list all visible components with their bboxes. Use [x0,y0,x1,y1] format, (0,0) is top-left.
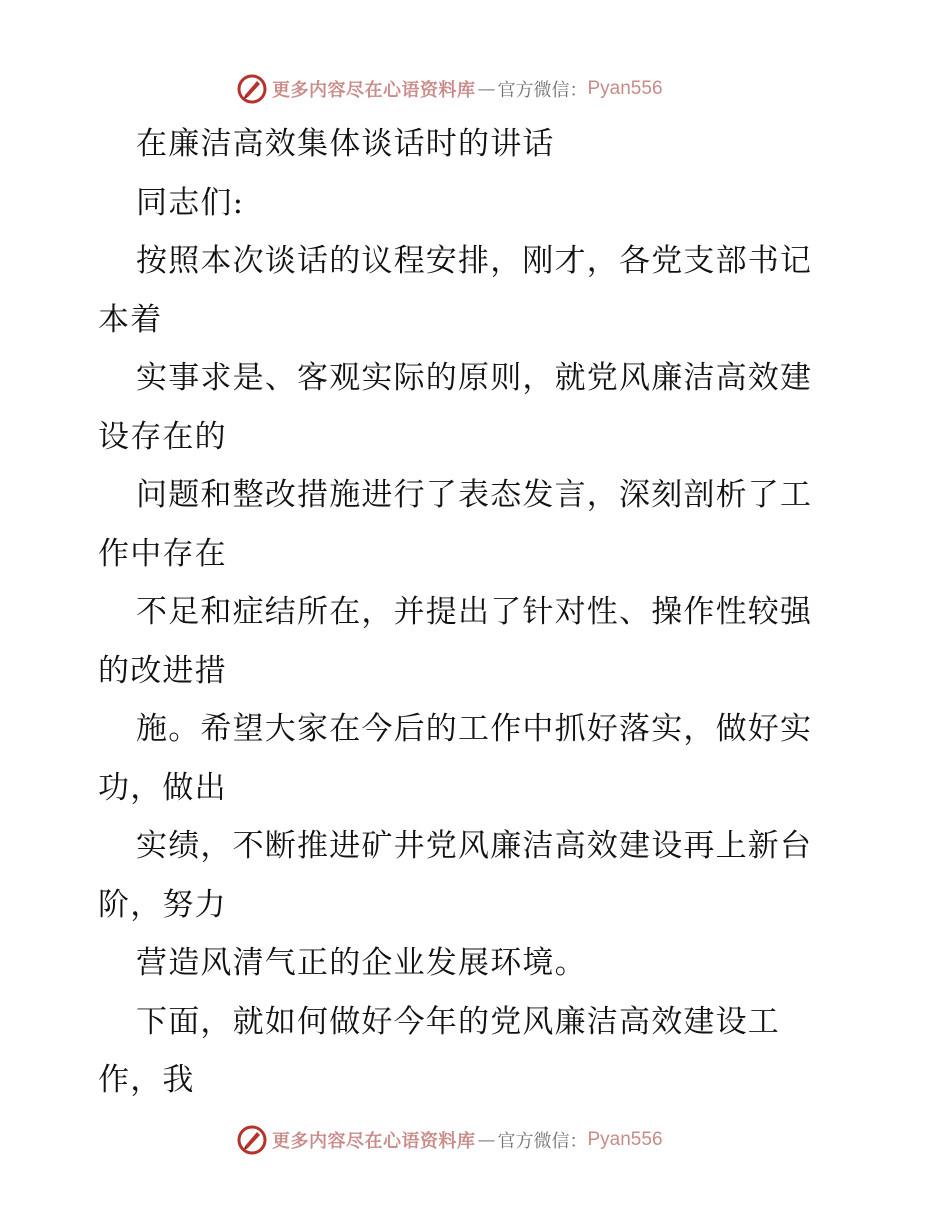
paragraph-line-wrap: 设存在的 [98,418,227,455]
paragraph-line: 实事求是、客观实际的原则，就党风廉洁高效建 [136,360,813,396]
banner-wechat-label: 官方微信： [497,80,588,101]
paragraph-line-wrap: 作，我 [98,1062,195,1098]
logo-icon [236,73,268,105]
document-body [98,115,858,1110]
paragraph-line: 不足和症结所在，并提出了针对性、操作性较强 [136,594,813,630]
paragraph-line: 按照本次谈话的议程安排，刚才，各党支部书记 [136,243,813,279]
paragraph-line-wrap: 功，做出 [98,769,227,806]
banner-separator: — [477,1129,496,1151]
banner-separator: — [477,78,496,100]
header-banner [236,72,663,106]
salutation: 同志们: [136,184,245,221]
paragraph-line-wrap: 作中存在 [98,535,227,572]
paragraph-line: 营造风清气正的企业发展环境。 [136,945,587,981]
paragraph-line: 施。希望大家在今后的工作中抓好落实，做好实 [136,711,813,747]
paragraph-line-wrap: 的改进措 [98,652,227,689]
paragraph-line-wrap: 阶，努力 [98,886,227,923]
footer-banner [236,1123,663,1157]
paragraph-line: 下面，就如何做好今年的党风廉洁高效建设工 [136,1003,780,1040]
banner-title: 更多内容尽在心语资料库 [272,1131,476,1152]
logo-icon [236,1124,268,1156]
paragraph-line: 实绩，不断推进矿井党风廉洁高效建设再上新台 [136,828,813,864]
banner-wechat-label: 官方微信： [497,1131,588,1152]
document-title: 在廉洁高效集体谈话时的讲话 [136,126,555,162]
paragraph-line-wrap: 本着 [98,301,163,338]
banner-title: 更多内容尽在心语资料库 [272,80,476,101]
banner-wechat-id: Pyan556 [587,1129,663,1150]
banner-wechat-id: Pyan556 [587,78,663,99]
paragraph-line: 问题和整改措施进行了表态发言，深刻剖析了工 [136,477,813,513]
